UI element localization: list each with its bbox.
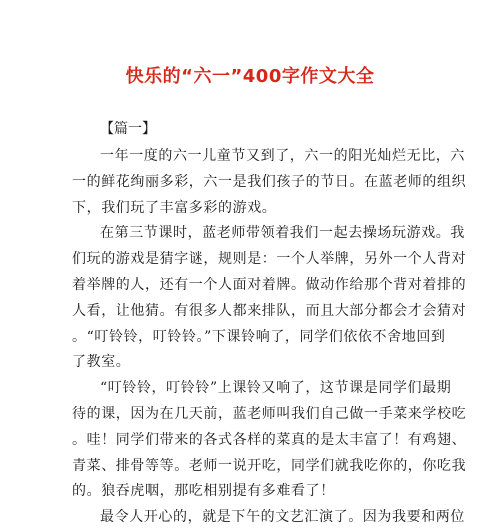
text-line: 。“叮铃铃，叮铃铃。”下课铃响了，同学们依依不舍地回到 [72, 328, 446, 345]
document-title: 快乐的“六一”400字作文大全 [125, 66, 375, 87]
text-line: “叮铃铃，叮铃铃”上课铃又响了，这节课是同学们最期 [100, 380, 452, 397]
text-line: 最令人开心的，就是下午的文艺汇演了。因为我要和两位 [100, 509, 465, 526]
text-line: 待的课，因为在几天前，蓝老师叫我们自己做一手菜来学校吃 [72, 405, 467, 422]
paragraph [72, 144, 467, 221]
paragraph [72, 221, 467, 376]
paragraph [72, 376, 467, 505]
paragraph [72, 505, 465, 531]
text-line: 的。狼吞虎咽，那吃相别提有多难看了！ [72, 483, 335, 500]
text-line: 一年一度的六一儿童节又到了，六一的阳光灿烂无比，六 [100, 148, 465, 164]
text-line: 在第三节课时，蓝老师带领着我们一起去操场玩游戏。我 [100, 225, 465, 242]
section-label: 【篇一】 [100, 121, 156, 137]
text-line: 人看，让他猜。有很多人都来排队，而且大部分都会才会猜对 [72, 302, 467, 319]
article-body [72, 144, 467, 531]
text-line: 一的鲜花绚丽多彩，六一是我们孩子的节日。在蓝老师的组织 [72, 173, 467, 190]
text-line: 们玩的游戏是猜字谜，规则是：一个人举牌，另外一个人背对 [72, 251, 467, 268]
text-line: 青菜、排骨等等。老师一说开吃，同学们就我吃你的，你吃我 [72, 457, 467, 474]
text-line: 着举牌的人，还有一个人面对着牌。做动作给那个背对着排的 [72, 276, 467, 293]
text-line: 下，我们玩了丰富多彩的游戏。 [72, 199, 277, 216]
text-line: 了教室。 [72, 354, 131, 371]
text-line: 。哇！同学们带来的各式各样的菜真的是太丰富了！有鸡翅、 [72, 431, 467, 448]
